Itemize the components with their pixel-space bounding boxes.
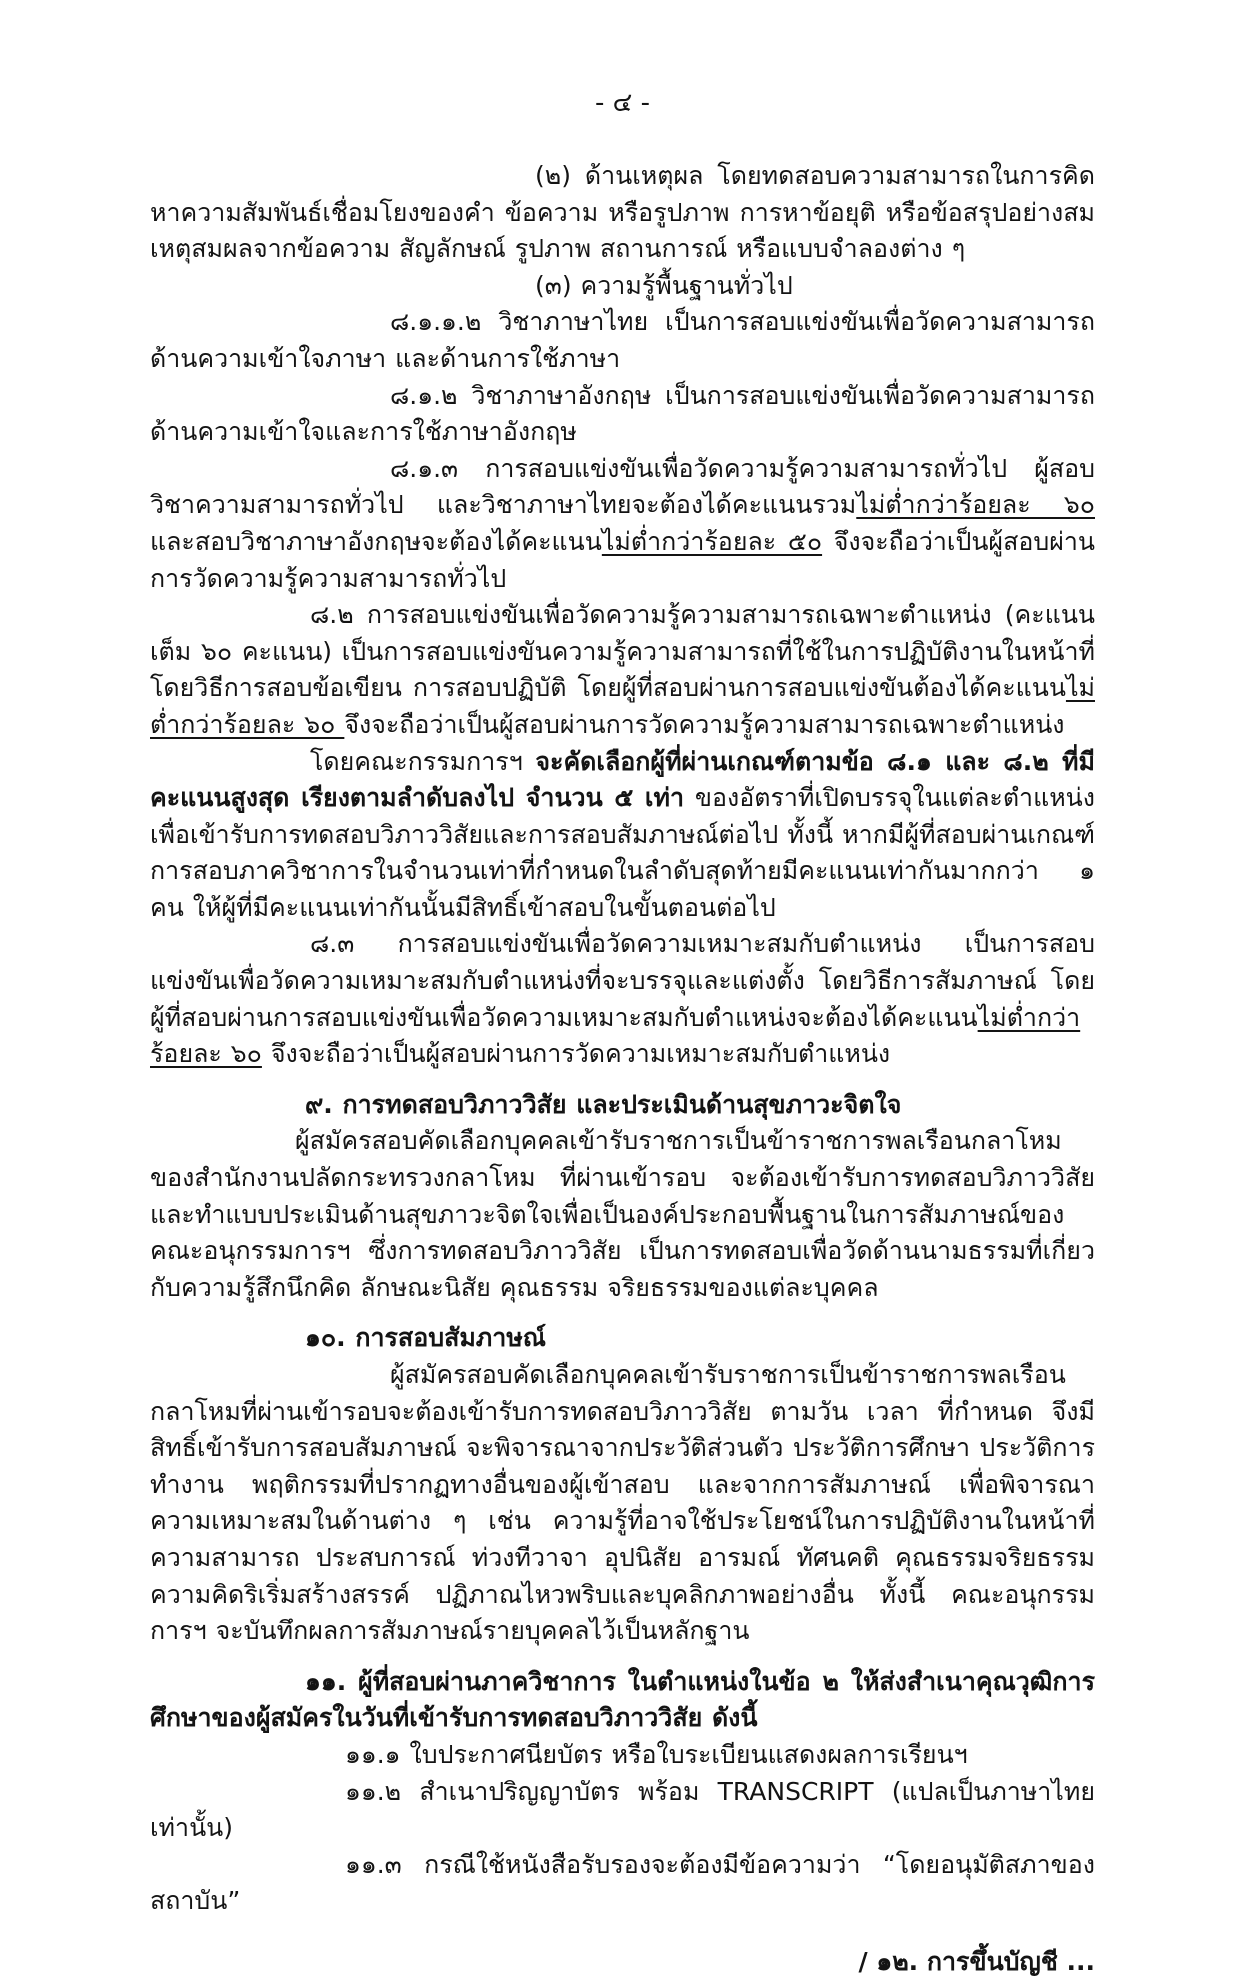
text-run: ๑๑.๒ สำเนาปริญญาบัตร พร้อม TRANSCRIPT (แปลเป็นภาษาไทยเท่านั้น) xyxy=(150,1776,1095,1843)
item-11-2-degree-transcript xyxy=(150,1774,1095,1847)
text-run: จะคัดเลือกผู้ที่ผ่านเกณฑ์ตามข้อ ๘.๑ และ ๘.๒ ที่มีคะแนนสูงสุด เรียงตามลำดับลงไป จำนวน ๕ เท่า xyxy=(150,746,1095,813)
text-run: จึงจะถือว่าเป็นผู้สอบผ่านการวัดความรู้ความสามารถทั่วไป xyxy=(150,526,1095,593)
text-run: ไม่ต่ำกว่าร้อยละ ๕๐ xyxy=(601,526,823,556)
section-9-body xyxy=(150,1123,1095,1306)
text-run: ๑๑. ผู้ที่สอบผ่านภาควิชาการ ในตำแหน่งในข้อ ๒ ให้ส่งสำเนาคุณวุฒิการศึกษาของผู้สมัครในวันที่เข้ารับการทดสอบวิภาววิสัย ดังนี้ xyxy=(150,1666,1095,1733)
item-8-2-position-specific-knowledge xyxy=(150,597,1095,743)
text-run: ๘.๒ การสอบแข่งขันเพื่อวัดความรู้ความสามารถเฉพาะตำแหน่ง (คะแนนเต็ม ๖๐ คะแนน) เป็นการสอบแข่งขันความรู้ความสามารถที่ใช้ในการปฏิบัติงานในหน้าที่ โดยวิธีการสอบข้อเขียน การสอบปฏิบัติ โดยผู้ที่สอบผ่านการสอบแข่งขันต้องได้คะแนน xyxy=(150,600,1095,703)
text-run: ไม่ต่ำกว่าร้อยละ ๖๐ xyxy=(150,1002,1081,1069)
item-8-1-3-general-ability-criteria xyxy=(150,451,1095,597)
text-run: ผู้สมัครสอบคัดเลือกบุคคลเข้ารับราชการเป็นข้าราชการพลเรือนกลาโหมที่ผ่านเข้ารอบจะต้องเข้ารับการทดสอบวิภาววิสัย ตามวัน เวลา ที่กำหนด จึงมีสิทธิ์เข้ารับการสอบสัมภาษณ์ จะพิจารณาจากประวัติส่วนตัว ประวัติการศึกษา ประวัติการทำงาน พฤติกรรมที่ปรากฏทางอื่นของผู้เข้าสอบ และจากการสัมภาษณ์ เพื่อพิจารณาความเหมาะสมในด้านต่าง ๆ เช่น ความรู้ที่อาจใช้ประโยชน์ในการปฏิบัติงานในหน้าที่ ความสามารถ ประสบการณ์ ท่วงทีวาจา อุปนิสัย อารมณ์ ทัศนคติ คุณธรรมจริยธรรม ความคิดริเริ่มสร้างสรรค์ ปฏิภาณไหวพริบและบุคลิกภาพอย่างอื่น ทั้งนี้ คณะอนุกรรมการฯ จะบันทึกผลการสัมภาษณ์รายบุคคลไว้เป็นหลักฐาน xyxy=(150,1360,1095,1646)
item-8-3-position-suitability xyxy=(150,926,1095,1072)
text-run: ๘.๑.๒ วิชาภาษาอังกฤษ เป็นการสอบแข่งขันเพื่อวัดความสามารถด้านความเข้าใจและการใช้ภาษาอังกฤษ xyxy=(150,380,1095,447)
item-11-3-certification-letter xyxy=(150,1847,1095,1920)
text-run: ๘.๓ การสอบแข่งขันเพื่อวัดความเหมาะสมกับตำแหน่ง เป็นการสอบแข่งขันเพื่อวัดความเหมาะสมกับตำแหน่งที่จะบรรจุและแต่งตั้ง โดยวิธีการสัมภาษณ์ โดยผู้ที่สอบผ่านการสอบแข่งขันเพื่อวัดความเหมาะสมกับตำแหน่งจะต้องได้คะแนน xyxy=(150,929,1095,1032)
text-run: จึงจะถือว่าเป็นผู้สอบผ่านการวัดความรู้ความสามารถเฉพาะตำแหน่ง xyxy=(344,709,1065,739)
text-run: ๙. การทดสอบวิภาววิสัย และประเมินด้านสุขภาวะจิตใจ xyxy=(305,1089,902,1119)
item-11-1-certificate xyxy=(150,1737,1095,1774)
section-11-heading xyxy=(150,1664,1095,1737)
text-run: ไม่ต่ำกว่าร้อยละ ๖๐ xyxy=(856,490,1095,520)
text-run: ๑๐. การสอบสัมภาษณ์ xyxy=(305,1323,547,1353)
committee-selection-paragraph xyxy=(150,744,1095,927)
section-9-heading xyxy=(150,1087,1095,1124)
text-run: (๒) ด้านเหตุผล โดยทดสอบความสามารถในการคิดหาความสัมพันธ์เชื่อมโยงของคำ ข้อความ หรือรูปภาพ การหาข้อยุติ หรือข้อสรุปอย่างสมเหตุสมผลจากข้อความ สัญลักษณ์ รูปภาพ สถานการณ์ หรือแบบจำลองต่าง ๆ xyxy=(150,161,1095,264)
text-run: ของอัตราที่เปิดบรรจุในแต่ละตำแหน่ง เพื่อเข้ารับการทดสอบวิภาววิสัยและการสอบสัมภาษณ์ต่อไป ทั้งนี้ หากมีผู้ที่สอบผ่านเกณฑ์การสอบภาควิชาการในจำนวนเท่าที่กำหนดในลำดับสุดท้ายมีคะแนนเท่ากันมากกว่า ๑ คน ให้ผู้ที่มีคะแนนเท่ากันนั้นมีสิทธิ์เข้าสอบในขั้นตอนต่อไป xyxy=(150,783,1095,922)
text-run: ๘.๑.๓ การสอบแข่งขันเพื่อวัดความรู้ความสามารถทั่วไป ผู้สอบวิชาความสามารถทั่วไป และวิชาภาษาไทยจะต้องได้คะแนนรวม xyxy=(150,453,1095,520)
text-run: จึงจะถือว่าเป็นผู้สอบผ่านการวัดความเหมาะสมกับตำแหน่ง xyxy=(261,1039,891,1069)
item-8-1-2-english-language xyxy=(150,378,1095,451)
text-run: ผู้สมัครสอบคัดเลือกบุคคลเข้ารับราชการเป็นข้าราชการพลเรือนกลาโหมของสำนักงานปลัดกระทรวงกลาโหม ที่ผ่านเข้ารอบ จะต้องเข้ารับการทดสอบวิภาววิสัย และทำแบบประเมินด้านสุขภาวะจิตใจเพื่อเป็นองค์ประกอบพื้นฐานในการสัมภาษณ์ของคณะอนุกรรมการฯ ซึ่งการทดสอบวิภาววิสัย เป็นการทดสอบเพื่อวัดด้านนามธรรมที่เกี่ยวกับความรู้สึกนึกคิด ลักษณะนิสัย คุณธรรม จริยธรรมของแต่ละบุคคล xyxy=(150,1126,1095,1302)
text-run: ๑๑.๑ ใบประกาศนียบัตร หรือใบระเบียนแสดงผลการเรียนฯ xyxy=(345,1739,968,1769)
section-10-body xyxy=(150,1357,1095,1650)
text-run: และสอบวิชาภาษาอังกฤษจะต้องได้คะแนน xyxy=(150,526,602,556)
text-run: ๘.๑.๑.๒ วิชาภาษาไทย เป็นการสอบแข่งขันเพื่อวัดความสามารถด้านความเข้าใจภาษา และด้านการใช้ภาษา xyxy=(150,307,1095,373)
item-8-1-1-2-thai-language xyxy=(150,304,1095,377)
continuation-note: / ๑๒. การขึ้นบัญชี ... xyxy=(858,1946,1095,1976)
clause-3-general-basic-knowledge xyxy=(150,268,1095,305)
page-number: - ๔ - xyxy=(595,88,650,118)
clause-2-reasoning xyxy=(150,158,1095,268)
document-body xyxy=(150,158,1095,1920)
text-run: ๑๑.๓ กรณีใช้หนังสือรับรองจะต้องมีข้อความว่า “โดยอนุมัติสภาของสถาบัน” xyxy=(150,1849,1095,1916)
section-10-heading xyxy=(150,1320,1095,1357)
text-run: โดยคณะกรรมการฯ xyxy=(310,746,536,776)
text-run: ไม่ต่ำกว่าร้อยละ ๖๐ xyxy=(150,673,1095,739)
text-run: (๓) ความรู้พื้นฐานทั่วไป xyxy=(535,270,793,300)
